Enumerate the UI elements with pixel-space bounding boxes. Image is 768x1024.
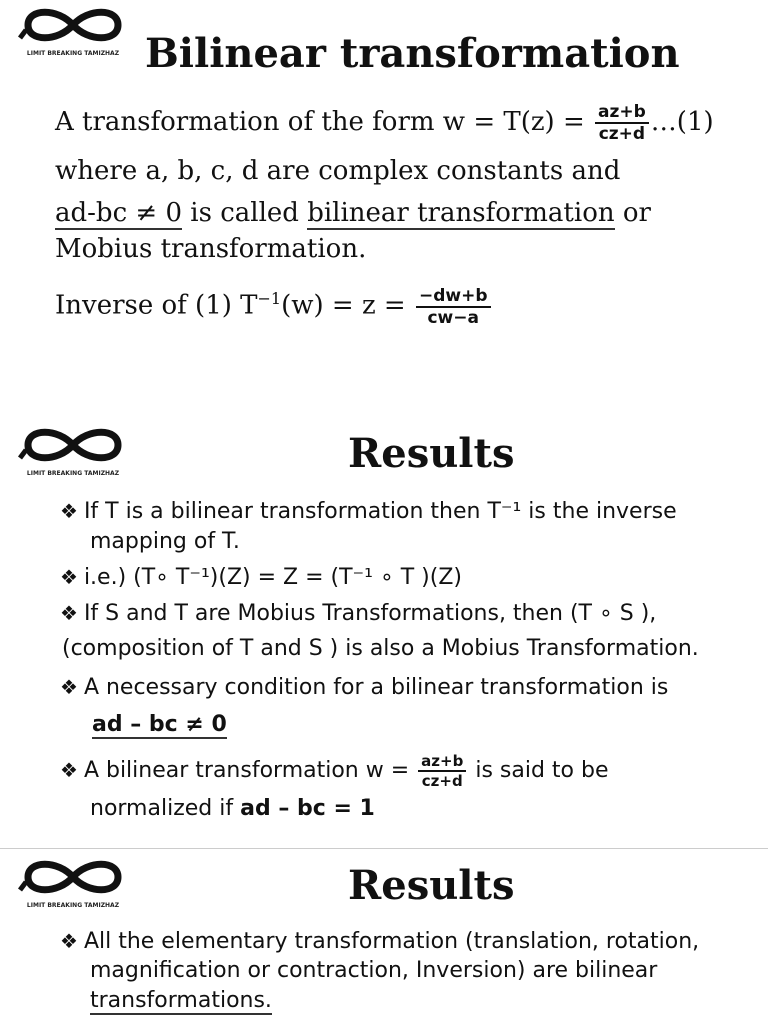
condition-text: ad – bc = 1 <box>240 796 375 821</box>
bullet-text: If S and T are Mobius Transformations, then (T ∘ S ), <box>83 601 657 626</box>
fraction-denominator: cw−a <box>427 307 479 328</box>
inverse-line <box>55 282 493 328</box>
definition-line-4: Mobius transformation. <box>55 234 367 264</box>
bullet-text: is said to be <box>468 758 609 783</box>
result-bullet-5-cont <box>90 794 375 824</box>
result-bullet-1 <box>60 496 677 527</box>
bullet-diamond-icon: ❖ <box>60 758 78 782</box>
fraction-denominator: cz+d <box>421 772 463 790</box>
logo-middle <box>18 420 128 500</box>
section-title-results: Results <box>348 862 515 909</box>
bullet-diamond-icon: ❖ <box>60 499 78 523</box>
definition-line-2: where a, b, c, d are complex constants and <box>55 156 621 186</box>
fraction-numerator: az+b <box>418 752 466 772</box>
result-bullet-3-cont: (composition of T and S ) is also a Mobius Transformation. <box>62 636 699 661</box>
definition-text: or <box>614 198 651 228</box>
bullet-diamond-icon: ❖ <box>60 929 78 953</box>
logo-caption: LIMIT BREAKING TAMIZHAZ <box>26 902 120 909</box>
bullet-diamond-icon: ❖ <box>60 675 78 699</box>
result-bullet-1-cont: mapping of T. <box>90 529 240 554</box>
logo-caption: LIMIT BREAKING TAMIZHAZ <box>26 50 120 57</box>
condition-text: ad – bc ≠ 0 <box>92 712 227 737</box>
fraction-numerator: −dw+b <box>416 286 491 308</box>
infinity-logo-icon <box>18 852 128 902</box>
term-bilinear: bilinear transformation <box>307 198 615 228</box>
bullet-text: normalized if <box>90 796 241 821</box>
result-bullet-1 <box>60 926 699 957</box>
inverse-text: (w) = z = <box>281 290 414 321</box>
fraction <box>416 286 491 328</box>
inverse-text: Inverse of (1) T <box>55 290 258 321</box>
section-title-results: Results <box>348 430 515 477</box>
logo-bottom <box>18 852 128 932</box>
bullet-text: i.e.) (T∘ T⁻¹)(Z) = Z = (T⁻¹ ∘ T )(Z) <box>83 565 462 590</box>
result-bullet-3 <box>60 598 656 629</box>
bullet-text: A necessary condition for a bilinear transformation is <box>83 675 669 700</box>
fraction-denominator: cz+d <box>598 124 646 144</box>
definition-line-3 <box>55 196 651 230</box>
result-bullet-1-cont: magnification or contraction, Inversion) are bilinear <box>90 958 658 983</box>
section-divider <box>0 848 768 849</box>
condition-formula <box>92 710 227 740</box>
fraction <box>418 752 466 790</box>
page-title: Bilinear transformation <box>145 30 680 77</box>
infinity-logo-icon <box>18 0 128 50</box>
result-bullet-5 <box>60 752 609 790</box>
result-bullet-1-cont <box>90 986 272 1016</box>
bullet-text: A bilinear transformation w = <box>83 758 417 783</box>
equation-number: …(1) <box>650 107 714 137</box>
condition-text: ad-bc ≠ 0 <box>55 198 182 228</box>
bullet-text: If T is a bilinear transformation then T⁻¹ is the inverse <box>83 499 677 524</box>
bullet-diamond-icon: ❖ <box>60 601 78 625</box>
fraction <box>595 102 649 144</box>
logo-top <box>18 0 128 80</box>
infinity-logo-icon <box>18 420 128 470</box>
fraction-numerator: az+b <box>595 102 649 124</box>
superscript: −1 <box>257 289 282 308</box>
result-bullet-4 <box>60 672 668 703</box>
result-bullet-2 <box>60 562 462 593</box>
bullet-text: All the elementary transformation (translation, rotation, <box>83 929 700 954</box>
definition-line-1 <box>55 102 714 144</box>
definition-text: A transformation of the form w = T(z) = <box>55 107 594 137</box>
bullet-diamond-icon: ❖ <box>60 565 78 589</box>
logo-caption: LIMIT BREAKING TAMIZHAZ <box>26 470 120 477</box>
definition-text: is called <box>182 198 308 228</box>
bullet-text: transformations. <box>90 988 272 1013</box>
